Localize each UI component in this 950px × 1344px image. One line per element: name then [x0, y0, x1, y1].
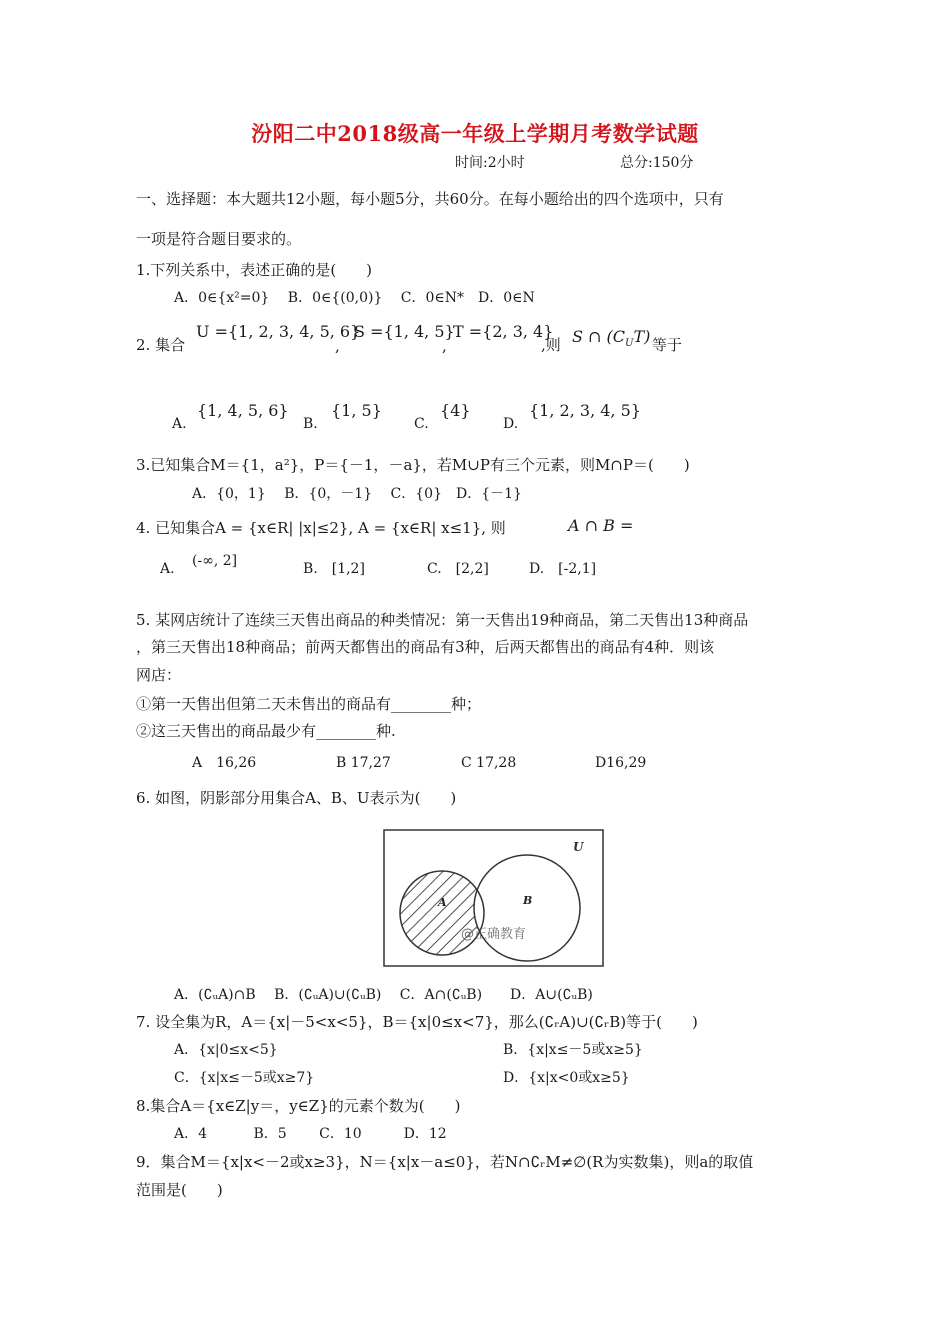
question-7-option-a: A．{x|0≤x<5}	[174, 1042, 278, 1058]
section-heading-line2: 一项是符合题目要求的。	[136, 230, 302, 248]
question-9-line2: 范围是( )	[136, 1181, 223, 1199]
question-3-options: A．{0，1} B．{0，－1} C．{0} D．{－1}	[192, 486, 522, 502]
question-4-expression: A ∩ B =	[568, 516, 634, 535]
label-b: B	[523, 894, 533, 907]
question-8-options: A．4 B．5 C．10 D．12	[174, 1126, 447, 1142]
question-4-option-b: B. [1,2]	[303, 561, 365, 577]
comma-1: ,	[335, 337, 340, 355]
expr-part-2: T)	[633, 327, 651, 346]
question-5-option-c: C 17,28	[461, 755, 517, 771]
exam-score: 总分:150分	[620, 155, 694, 171]
question-5-line1: 5. 某网店统计了连续三天售出商品的种类情况：第一天售出19种商品，第二天售出13种商品	[136, 611, 749, 629]
question-5-option-d: D16,29	[595, 755, 647, 771]
question-6-options: A．(∁ᵤA)∩B B．(∁ᵤA)∪(∁ᵤB) C．A∩(∁ᵤB) D．A∪(∁ᵤB)	[174, 987, 593, 1003]
question-4-option-a: (-∞, 2]	[192, 553, 238, 569]
question-5-option-b: B 17,27	[336, 755, 391, 771]
question-2-option-c-label: C.	[414, 416, 429, 432]
question-4-option-d: D. [-2,1]	[529, 561, 597, 577]
question-5-option-a: A 16,26	[192, 755, 257, 771]
question-2-option-d: {1, 2, 3, 4, 5}	[529, 401, 641, 420]
question-2-option-b-label: B.	[303, 416, 318, 432]
question-2-option-d-label: D.	[503, 416, 519, 432]
question-2-option-a-label: A.	[172, 416, 187, 432]
question-8-stem: 8.集合A＝{x∈Z|y＝，y∈Z}的元素个数为( )	[136, 1097, 461, 1115]
question-7-stem: 7. 设全集为R，A＝{x|－5<x<5}，B＝{x|0≤x<7}，那么(∁ᵣA)∪(∁ᵣB)等于( )	[136, 1013, 698, 1031]
question-2-label: 2. 集合	[136, 336, 186, 354]
set-b-circle	[474, 855, 580, 961]
venn-diagram	[383, 829, 604, 967]
question-7-option-d: D．{x|x<0或x≥5}	[503, 1070, 630, 1086]
question-1-options: A．0∈{x²=0} B．0∈{(0,0)} C．0∈N* D．0∈N	[174, 290, 535, 306]
question-2-option-a: {1, 4, 5, 6}	[197, 401, 289, 420]
question-2-set-u: U ={1, 2, 3, 4, 5, 6}	[196, 322, 361, 341]
question-2-equals: 等于	[652, 336, 683, 354]
question-5-sub1: ①第一天售出但第二天未售出的商品有________种；	[136, 695, 482, 713]
question-7-option-b: B．{x|x≤－5或x≥5}	[503, 1042, 643, 1058]
question-2-set-s: S ={1, 4, 5}	[354, 322, 455, 341]
label-a: A	[438, 896, 447, 909]
question-6-stem: 6. 如图，阴影部分用集合A、B、U表示为( )	[136, 789, 457, 807]
question-2-expression	[572, 327, 650, 354]
question-2-then: ,则	[541, 336, 561, 354]
expr-sub: U	[625, 338, 634, 350]
question-4-option-a-label: A.	[160, 561, 175, 577]
question-5-line3: 网店：	[136, 666, 182, 684]
question-2-option-c: {4}	[440, 401, 471, 420]
question-3-stem: 3.已知集合M＝{1，a²}，P＝{－1，－a}，若M∪P有三个元素，则M∩P＝( )	[136, 456, 690, 474]
label-u: U	[573, 840, 584, 854]
question-5-sub2: ②这三天售出的商品最少有________种.	[136, 722, 396, 740]
watermark-text: @正确教育	[461, 927, 527, 942]
question-2-option-b: {1, 5}	[331, 401, 382, 420]
question-4-option-c: C. [2,2]	[427, 561, 489, 577]
question-9-line1: 9．集合M＝{x|x<－2或x≥3}，N＝{x|x－a≤0}，若N∩∁ᵣM≠∅(R为实数集)，则a的取值	[136, 1153, 754, 1171]
question-5-line2: ，第三天售出18种商品；前两天都售出的商品有3种，后两天都售出的商品有4种．则该	[136, 638, 715, 656]
exam-time: 时间:2小时	[455, 155, 525, 171]
question-1-stem: 1.下列关系中，表述正确的是( )	[136, 261, 373, 279]
expr-part-1: S ∩ (C	[572, 327, 626, 346]
section-heading-line1: 一、选择题：本大题共12小题，每小题5分，共60分。在每小题给出的四个选项中，只有	[136, 190, 724, 208]
venn-svg	[383, 829, 604, 967]
exam-title: 汾阳二中2018级高一年级上学期月考数学试题	[251, 121, 699, 146]
question-4-stem: 4. 已知集合A = {x∈R| |x|≤2}, A = {x∈R| x≤1}, 则	[136, 519, 506, 537]
comma-2: ,	[442, 337, 447, 355]
question-2-set-t: T ={2, 3, 4}	[453, 322, 554, 341]
question-7-option-c: C．{x|x≤－5或x≥7}	[174, 1070, 315, 1086]
